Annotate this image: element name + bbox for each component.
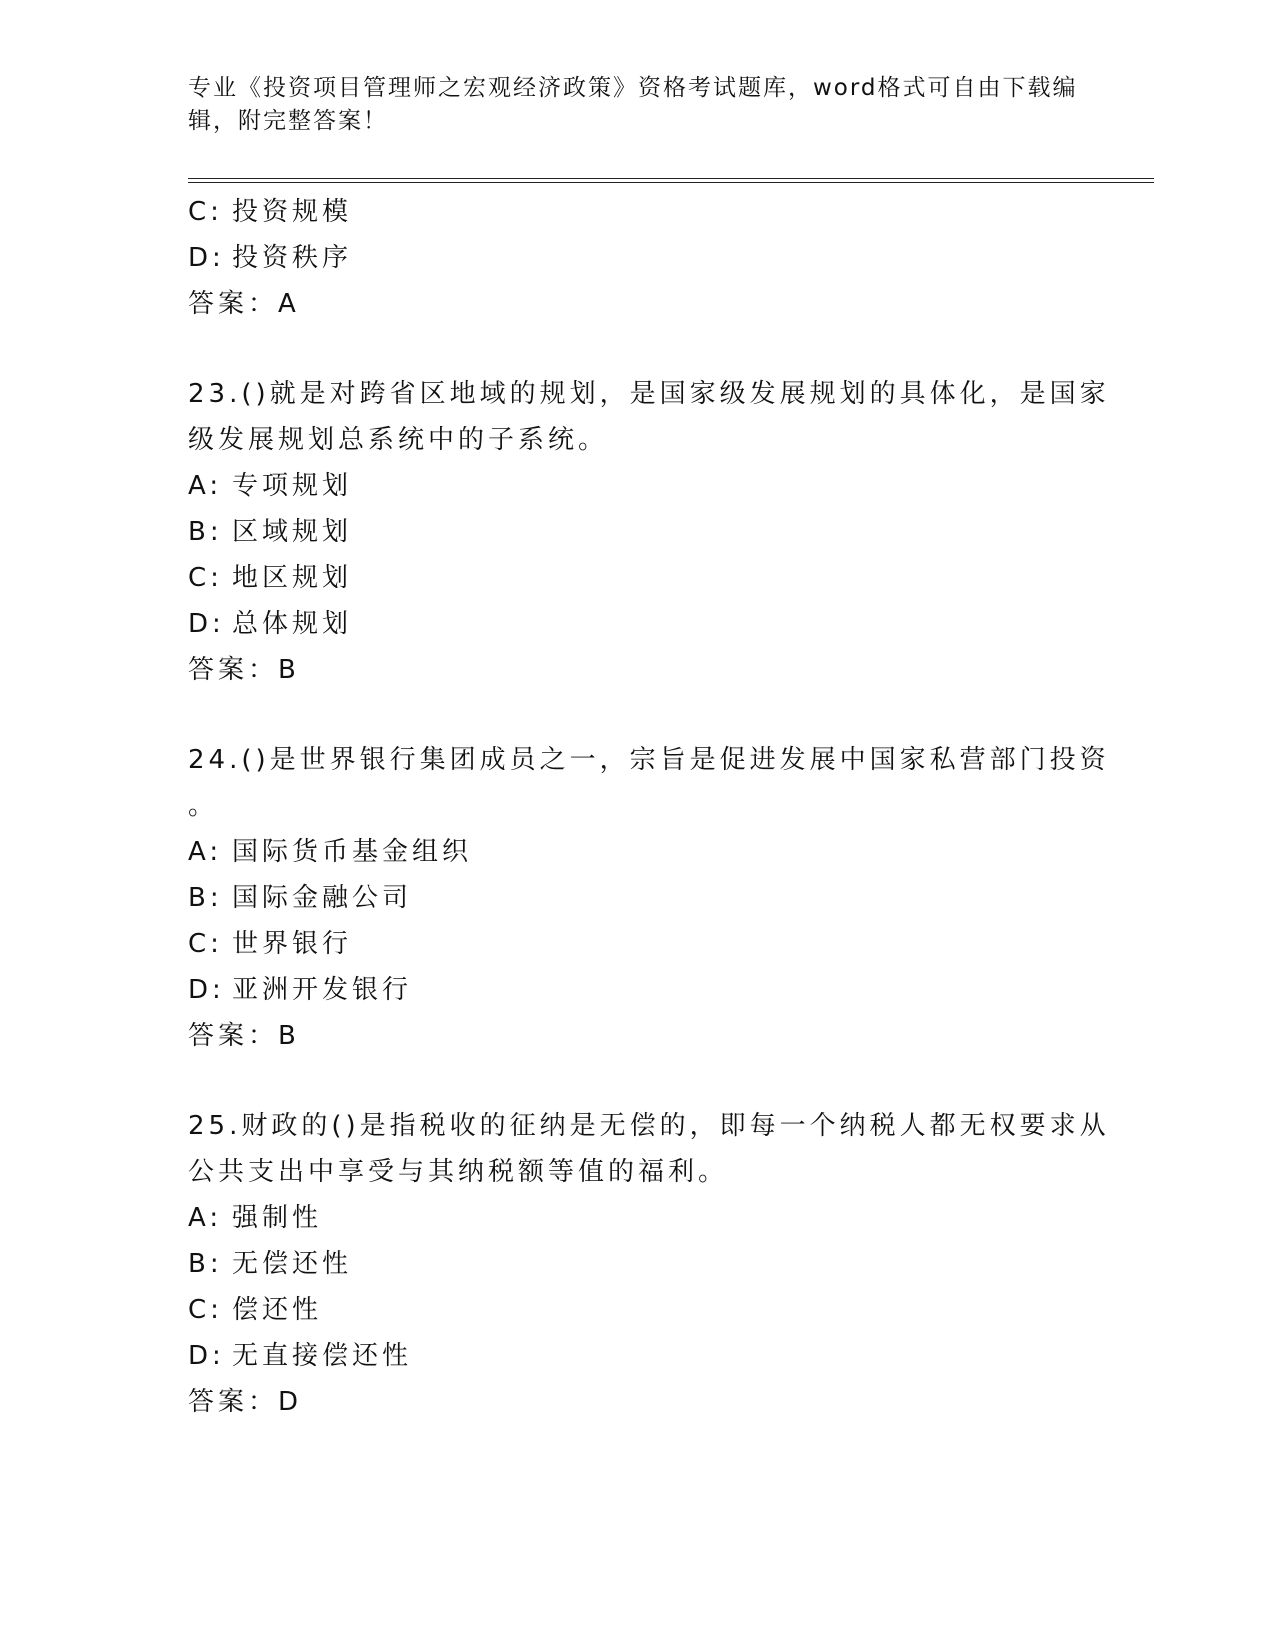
question-23: [188, 371, 1110, 693]
option-text: 专项规划: [232, 471, 353, 501]
question-stem-continued: 级发展规划总系统中的子系统。: [188, 425, 609, 455]
option-text: 世界银行: [232, 929, 353, 959]
option-letter: B:: [188, 517, 223, 547]
spacer: [188, 693, 1088, 737]
option-item: [188, 921, 1088, 967]
option-text: 无直接偿还性: [232, 1341, 413, 1371]
option-item: [188, 189, 1088, 235]
option-text: 无偿还性: [232, 1249, 353, 1279]
option-item: [188, 1241, 1088, 1287]
option-item: [188, 1333, 1088, 1379]
answer-line: 答案：D: [188, 1387, 303, 1417]
option-item: [188, 235, 1088, 281]
option-text: 国际金融公司: [232, 883, 413, 913]
question-stem: 24.()是世界银行集团成员之一，宗旨是促进发展中国家私营部门投资: [188, 745, 1110, 775]
option-text: 地区规划: [232, 563, 353, 593]
option-item: [188, 967, 1088, 1013]
document-header: [188, 72, 1088, 138]
option-text: 亚洲开发银行: [232, 975, 413, 1005]
option-text: 强制性: [232, 1203, 323, 1233]
question-stem-continued: 公共支出中享受与其纳税额等值的福利。: [188, 1157, 729, 1187]
option-letter: C:: [188, 197, 223, 227]
spacer: [188, 327, 1088, 371]
option-text: 偿还性: [232, 1295, 323, 1325]
option-text: 国际货币基金组织: [232, 837, 473, 867]
option-letter: A:: [188, 1203, 223, 1233]
option-letter: C:: [188, 929, 223, 959]
option-item: [188, 1195, 1088, 1241]
header-rule-bottom: [188, 182, 1154, 183]
option-letter: A:: [188, 837, 223, 867]
question-stem: 25.财政的()是指税收的征纳是无偿的，即每一个纳税人都无权要求从: [188, 1111, 1110, 1141]
spacer: [188, 1059, 1088, 1103]
option-letter: D:: [188, 975, 225, 1005]
question-stem-continued: 。: [188, 791, 219, 821]
answer-line: 答案：B: [188, 1021, 300, 1051]
question-stem: 23.()就是对跨省区地域的规划，是国家级发展规划的具体化，是国家: [188, 379, 1110, 409]
option-letter: D:: [188, 243, 225, 273]
option-letter: C:: [188, 563, 223, 593]
option-letter: D:: [188, 1341, 225, 1371]
option-text: 投资秩序: [232, 243, 353, 273]
option-item: [188, 601, 1088, 647]
option-letter: C:: [188, 1295, 223, 1325]
option-item: [188, 1287, 1088, 1333]
option-item: [188, 829, 1088, 875]
header-text: 专业《投资项目管理师之宏观经济政策》资格考试题库，word格式可自由下载编辑，附完整答案！: [188, 75, 1078, 134]
answer-line: 答案：A: [188, 289, 300, 319]
option-item: [188, 875, 1088, 921]
header-rule-top: [188, 178, 1154, 179]
question-24: [188, 737, 1110, 1059]
option-item: [188, 555, 1088, 601]
option-text: 投资规模: [232, 197, 353, 227]
option-text: 总体规划: [232, 609, 353, 639]
question-list: [188, 189, 1110, 1425]
previous-question-tail: [188, 189, 1088, 327]
option-letter: D:: [188, 609, 225, 639]
option-text: 区域规划: [232, 517, 353, 547]
option-letter: B:: [188, 883, 223, 913]
answer-line: 答案：B: [188, 655, 300, 685]
option-letter: B:: [188, 1249, 223, 1279]
option-item: [188, 463, 1088, 509]
option-item: [188, 509, 1088, 555]
option-letter: A:: [188, 471, 223, 501]
question-25: [188, 1103, 1110, 1425]
